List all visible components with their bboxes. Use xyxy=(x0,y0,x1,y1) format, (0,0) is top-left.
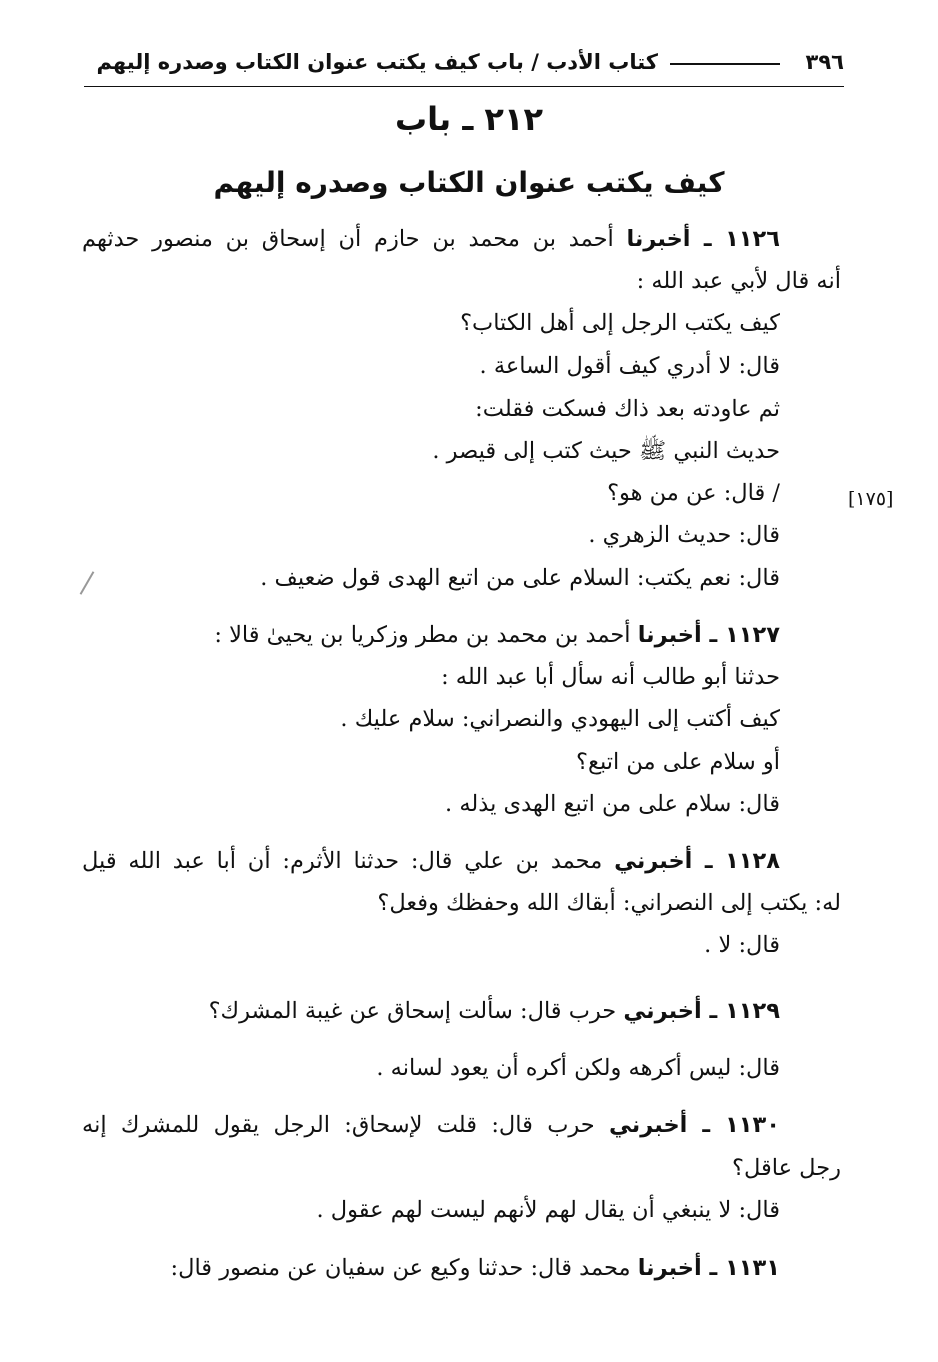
entry-1126-line-6: حديث النبي ﷺ حيث كتب إلى قيصر . xyxy=(432,438,780,464)
entry-1126-line-5: ثم عاودته بعد ذاك فسكت فقلت: xyxy=(475,396,780,422)
entry-number: ١١٢٧ xyxy=(725,622,780,648)
entry-number: ١١٣٠ xyxy=(725,1112,781,1138)
entry-number: ١١٢٨ xyxy=(725,848,781,874)
entry-1127-line-3: كيف أكتب إلى اليهودي والنصراني: سلام عليك . xyxy=(340,706,780,732)
entry-1129-line-1: ١١٢٩ ـ أخبرني حرب قال: سألت إسحاق عن غيبة المشرك؟ xyxy=(208,998,780,1024)
entry-1126-line-7: / قال: عن من هو؟ xyxy=(607,480,780,506)
margin-page-ref: [١٧٥] xyxy=(848,488,894,510)
entry-keyword: أخبرنا xyxy=(637,622,702,648)
entry-1126-line-8: قال: حديث الزهري . xyxy=(588,522,780,548)
entry-1126-line-2: أنه قال لأبي عبد الله : xyxy=(636,268,841,294)
header-rule xyxy=(84,86,844,87)
entry-number: ١١٣١ xyxy=(725,1255,780,1281)
entry-1127-line-1: ١١٢٧ ـ أخبرنا أحمد بن محمد بن مطر وزكريا بن يحيىٰ قالا : xyxy=(214,622,780,648)
running-title: كتاب الأدب / باب كيف يكتب عنوان الكتاب وصدره إليهم xyxy=(96,50,658,74)
page-number: ٣٩٦ xyxy=(805,50,844,74)
entry-keyword: أخبرني xyxy=(609,1112,688,1138)
entry-1129-line-2: قال: ليس أكرهه ولكن أكره أن يعود لسانه . xyxy=(376,1055,780,1081)
entry-1128-line-2: له: يكتب إلى النصراني: أبقاك الله وحفظك وفعل؟ xyxy=(377,890,841,916)
entry-1131-line-1: ١١٣١ ـ أخبرنا محمد قال: حدثنا وكيع عن سفيان عن منصور قال: xyxy=(170,1255,780,1281)
entry-number: ١١٢٩ xyxy=(725,998,780,1024)
entry-1130-line-1: ١١٣٠ ـ أخبرني حرب قال: قلت لإسحاق: الرجل يقول للمشرك إنه xyxy=(82,1112,781,1138)
entry-1127-line-4: أو سلام على من اتبع؟ xyxy=(576,749,780,775)
entry-1130-line-2: رجل عاقل؟ xyxy=(732,1155,841,1181)
entry-number: ١١٢٦ xyxy=(725,226,780,252)
entry-1126-line-1: ١١٢٦ ـ أخبرنا أحمد بن محمد بن حازم أن إسحاق بن منصور حدثهم xyxy=(82,226,780,252)
entry-1127-line-2: حدثنا أبو طالب أنه سأل أبا عبد الله : xyxy=(441,664,780,690)
entry-1130-line-3: قال: لا ينبغي أن يقال لهم لأنهم ليست لهم عقول . xyxy=(316,1197,780,1223)
entry-1127-line-5: قال: سلام على من اتبع الهدى يذله . xyxy=(445,791,780,817)
entry-1126-line-3: كيف يكتب الرجل إلى أهل الكتاب؟ xyxy=(460,310,780,336)
header-dash-line xyxy=(670,63,780,65)
entry-keyword: أخبرني xyxy=(614,848,693,874)
chapter-subtitle: كيف يكتب عنوان الكتاب وصدره إليهم xyxy=(213,166,725,199)
entry-keyword: أخبرنا xyxy=(637,1255,702,1281)
entry-keyword: أخبرني xyxy=(623,998,702,1024)
entry-1126-line-9: قال: نعم يكتب: السلام على من اتبع الهدى قول ضعيف . xyxy=(260,565,780,591)
entry-1128-line-1: ١١٢٨ ـ أخبرني محمد بن علي قال: حدثنا الأثرم: أن أبا عبد الله قيل xyxy=(82,848,781,874)
chapter-title: ٢١٢ ـ باب xyxy=(395,100,543,138)
entry-keyword: أخبرنا xyxy=(626,226,691,252)
entry-1128-line-3: قال: لا . xyxy=(704,932,780,958)
margin-tick-mark xyxy=(80,571,95,595)
running-header xyxy=(84,46,844,82)
entry-1126-line-4: قال: لا أدري كيف أقول الساعة . xyxy=(479,353,780,379)
